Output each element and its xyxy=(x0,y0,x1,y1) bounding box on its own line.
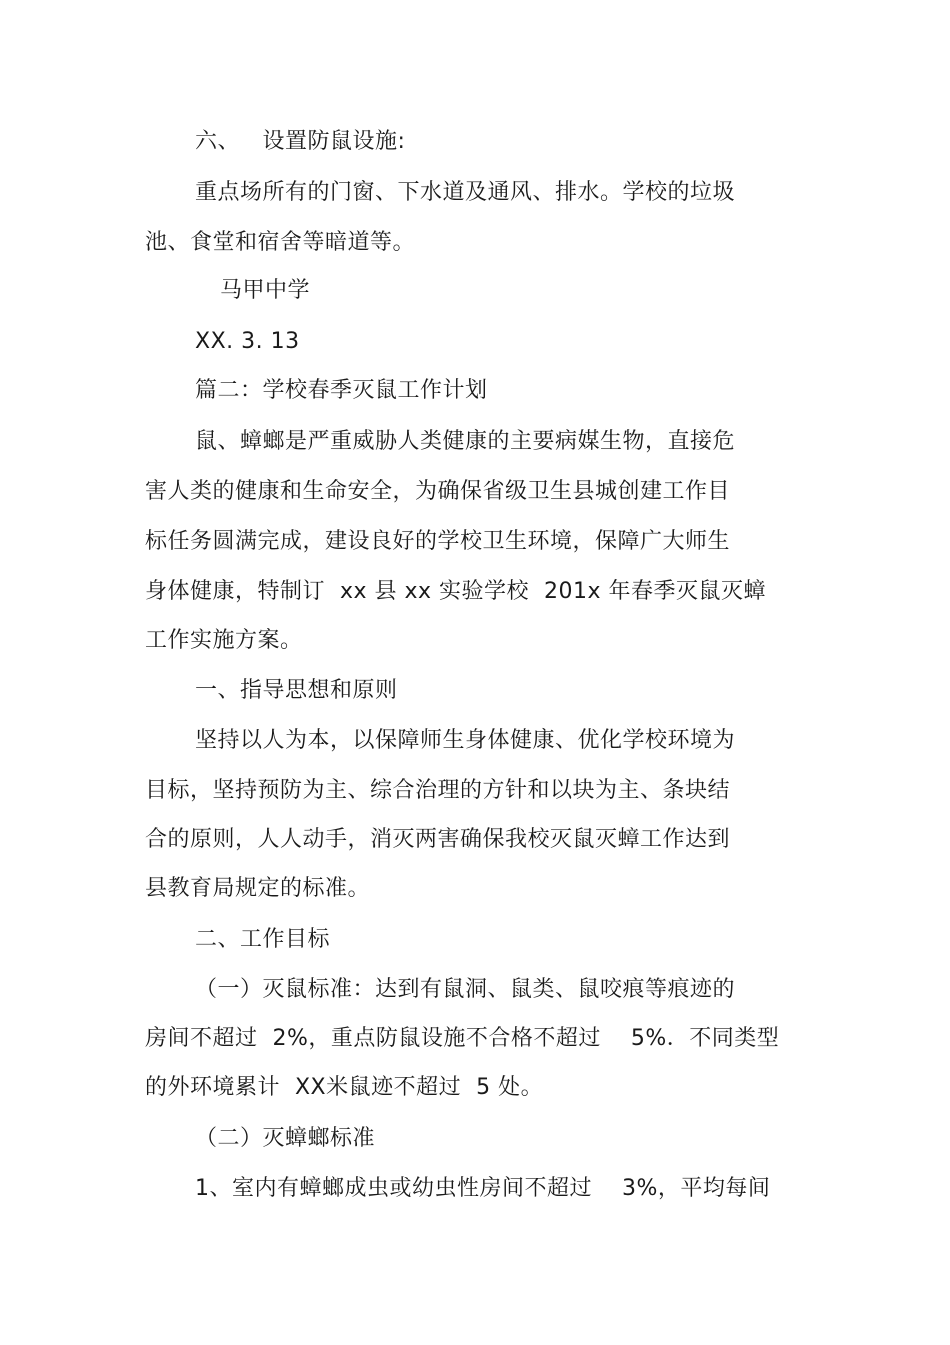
paragraph-line: 合的原则，人人动手，消灭两害确保我校灭鼠灭蟑工作达到 xyxy=(145,827,731,852)
section-heading-two: 二、工作目标 xyxy=(195,927,331,952)
signature-date: XX. 3. 13 xyxy=(195,329,300,354)
paragraph-line: 县教育局规定的标准。 xyxy=(145,876,371,901)
paragraph-line: （一）灭鼠标准：达到有鼠洞、鼠类、鼠咬痕等痕迹的 xyxy=(195,977,736,1002)
paragraph-line: 房间不超过 2%，重点防鼠设施不合格不超过 5%．不同类型 xyxy=(145,1026,780,1051)
section-heading-six: 六、 设置防鼠设施: xyxy=(195,129,406,154)
paragraph-line: 工作实施方案。 xyxy=(145,628,303,653)
paragraph-line: 害人类的健康和生命安全，为确保省级卫生县城创建工作目 xyxy=(145,479,731,504)
paragraph-line: 身体健康，特制订 xx 县 xx 实验学校 201x 年春季灭鼠灭蟑 xyxy=(145,579,767,604)
paragraph-line: 坚持以人为本，以保障师生身体健康、优化学校环境为 xyxy=(195,728,736,753)
paragraph-line: 标任务圆满完成，建设良好的学校卫生环境，保障广大师生 xyxy=(145,529,731,554)
paragraph-line: 1、室内有蟑螂成虫或幼虫性房间不超过 3%，平均每间 xyxy=(195,1176,771,1201)
subsection-heading: （二）灭蟑螂标准 xyxy=(195,1126,376,1151)
signature-school-name: 马甲中学 xyxy=(220,278,311,303)
section-heading-one: 一、指导思想和原则 xyxy=(195,678,398,703)
article-title: 篇二：学校春季灭鼠工作计划 xyxy=(195,378,488,403)
paragraph-line: 池、食堂和宿舍等暗道等。 xyxy=(145,230,416,255)
paragraph-line: 目标，坚持预防为主、综合治理的方针和以块为主、条块结 xyxy=(145,778,731,803)
paragraph-line: 重点场所有的门窗、下水道及通风、排水。学校的垃圾 xyxy=(195,180,736,205)
paragraph-line: 鼠、蟑螂是严重威胁人类健康的主要病媒生物，直接危 xyxy=(195,429,736,454)
paragraph-line: 的外环境累计 XX米鼠迹不超过 5 处。 xyxy=(145,1075,544,1100)
